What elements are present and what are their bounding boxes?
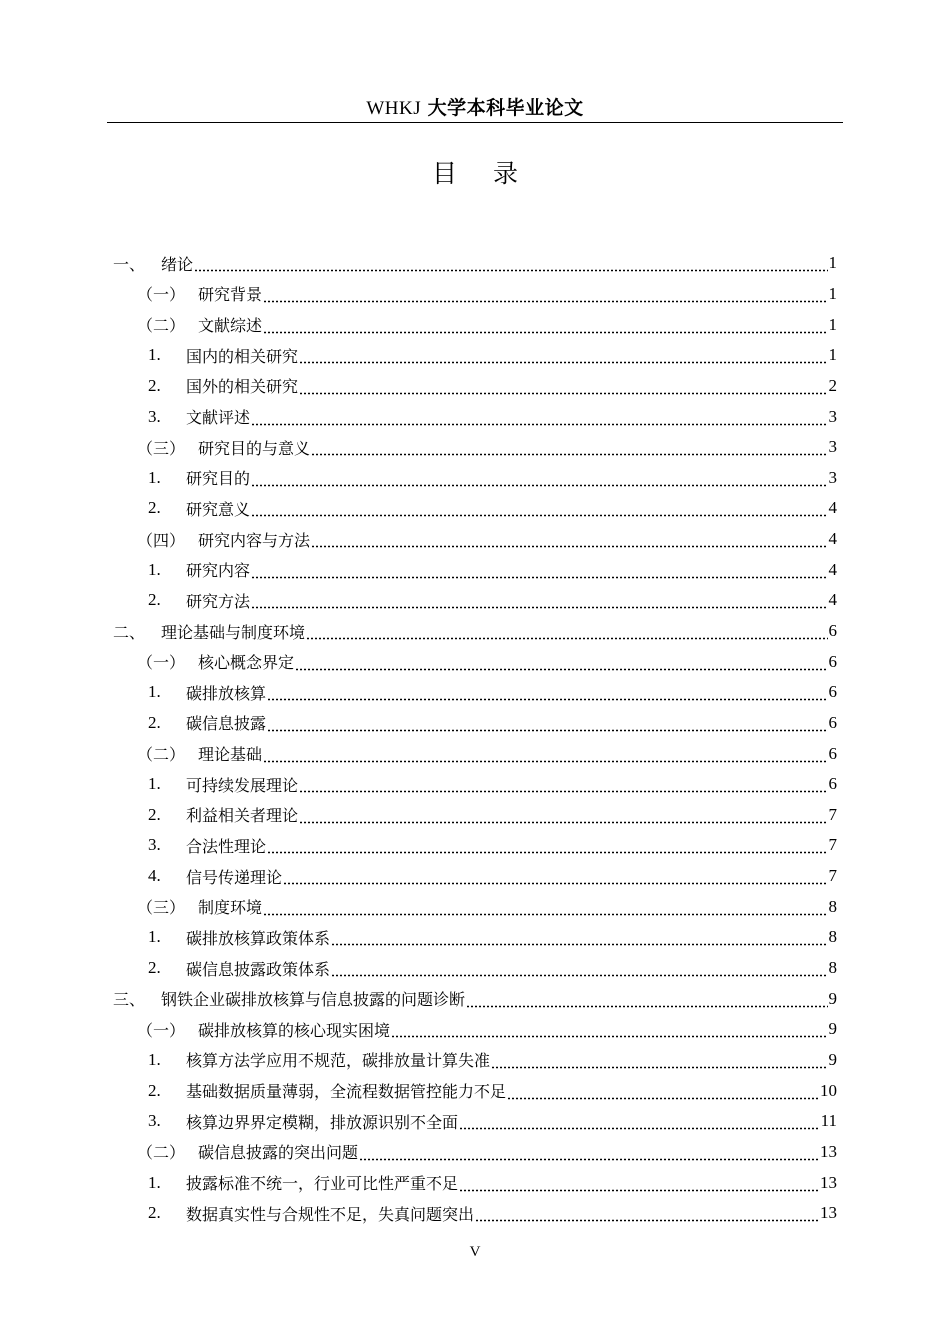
toc-entry-label: 绪论 <box>161 254 194 274</box>
toc-entry-page: 3 <box>828 406 837 426</box>
toc-entry[interactable] <box>113 800 837 831</box>
toc-dot-leader <box>306 630 827 640</box>
toc-entry-page: 8 <box>828 958 837 978</box>
toc-entry-number: 二、 <box>113 622 146 642</box>
toc-dot-leader <box>251 599 827 609</box>
toc-entry[interactable] <box>113 309 837 340</box>
toc-dot-leader <box>459 1182 819 1192</box>
toc-entry[interactable] <box>113 371 837 402</box>
toc-entry-number: 2. <box>148 498 161 518</box>
toc-entry-number: 1. <box>148 1172 161 1192</box>
toc-entry[interactable] <box>113 983 837 1014</box>
toc-entry-page: 4 <box>828 498 837 518</box>
toc-entry-number: 2. <box>148 375 161 395</box>
toc-entry-page: 8 <box>828 927 837 947</box>
toc-dot-leader <box>311 446 827 456</box>
toc-dot-leader <box>295 661 827 671</box>
toc-entry-page: 4 <box>828 590 837 610</box>
toc-entry-number: （二） <box>137 316 186 336</box>
toc-dot-leader <box>251 507 827 517</box>
toc-entry[interactable] <box>113 1014 837 1045</box>
toc-entry[interactable] <box>113 1075 837 1106</box>
toc-entry[interactable] <box>113 432 837 463</box>
toc-dot-leader <box>331 967 827 977</box>
toc-entry-label: 研究目的与意义 <box>198 438 311 458</box>
toc-entry-label: 利益相关者理论 <box>186 806 299 826</box>
toc-entry-number: 一、 <box>113 254 146 274</box>
toc-entry[interactable] <box>113 248 837 279</box>
toc-dot-leader <box>299 783 827 793</box>
toc-title: 目 录 <box>432 159 532 188</box>
toc-dot-leader <box>466 998 827 1008</box>
toc-entry-number: （三） <box>137 898 186 918</box>
toc-entry-page: 13 <box>820 1203 837 1223</box>
toc-entry-number: 1. <box>148 774 161 794</box>
toc-entry-label: 碳信息披露的突出问题 <box>198 1143 359 1163</box>
toc-entry[interactable] <box>113 554 837 585</box>
toc-entry[interactable] <box>113 891 837 922</box>
toc-entry-number: 2. <box>148 712 161 732</box>
toc-entry-number: 3. <box>148 406 161 426</box>
toc-dot-leader <box>299 354 827 364</box>
toc-entry-number: 1. <box>148 559 161 579</box>
toc-entry-number: 1. <box>148 345 161 365</box>
header-school-code: WHKJ <box>366 98 422 119</box>
toc-entry-page: 8 <box>828 896 837 916</box>
toc-entry-page: 1 <box>828 283 837 303</box>
toc-entry[interactable] <box>113 953 837 984</box>
toc-entry-label: 研究背景 <box>198 285 263 305</box>
toc-entry-label: 碳信息披露 <box>186 714 267 734</box>
toc-dot-leader <box>251 569 827 579</box>
toc-entry-label: 研究方法 <box>186 591 251 611</box>
toc-entry-page: 9 <box>828 1049 837 1069</box>
toc-entry-label: 碳排放核算的核心现实困境 <box>198 1020 391 1040</box>
toc-entry-page: 7 <box>828 866 837 886</box>
toc-entry-page: 7 <box>828 835 837 855</box>
toc-entry-label: 数据真实性与合规性不足，失真问题突出 <box>186 1204 475 1224</box>
toc-dot-leader <box>507 1090 819 1100</box>
toc-entry[interactable] <box>113 922 837 953</box>
toc-entry-number: 4. <box>148 866 161 886</box>
toc-entry[interactable] <box>113 769 837 800</box>
toc-entry-number: 3. <box>148 835 161 855</box>
toc-entry-label: 国内的相关研究 <box>186 346 299 366</box>
toc-entry[interactable] <box>113 524 837 555</box>
toc-entry[interactable] <box>113 279 837 310</box>
toc-entry[interactable] <box>113 708 837 739</box>
toc-entry-page: 13 <box>820 1141 837 1161</box>
toc-dot-leader <box>267 844 827 854</box>
page-header <box>107 96 843 121</box>
toc-entry-label: 核算方法学应用不规范，碳排放量计算失准 <box>186 1051 491 1071</box>
toc-dot-leader <box>299 385 827 395</box>
toc-entry-number: 3. <box>148 1111 161 1131</box>
toc-dot-leader <box>331 936 827 946</box>
toc-entry-label: 信号传递理论 <box>186 867 283 887</box>
toc-entry[interactable] <box>113 738 837 769</box>
toc-entry[interactable] <box>113 462 837 493</box>
toc-entry-page: 13 <box>820 1172 837 1192</box>
toc-dot-leader <box>251 416 827 426</box>
toc-entry-page: 9 <box>828 1019 837 1039</box>
toc-entry-label: 碳排放核算 <box>186 683 267 703</box>
toc-dot-leader <box>311 538 827 548</box>
toc-entry-label: 披露标准不统一，行业可比性严重不足 <box>186 1174 459 1194</box>
toc-dot-leader <box>475 1212 819 1222</box>
toc-entry-label: 文献综述 <box>198 316 263 336</box>
toc-entry[interactable] <box>113 1106 837 1137</box>
toc-dot-leader <box>491 1059 827 1069</box>
toc-entry-page: 1 <box>828 345 837 365</box>
toc-entry-page: 11 <box>820 1111 837 1131</box>
toc-entry-label: 钢铁企业碳排放核算与信息披露的问题诊断 <box>161 990 466 1010</box>
toc-dot-leader <box>267 691 827 701</box>
toc-entry-number: 1. <box>148 1049 161 1069</box>
toc-entry-page: 9 <box>828 988 837 1008</box>
toc-entry-label: 研究目的 <box>186 469 251 489</box>
toc-entry-number: 三、 <box>113 990 146 1010</box>
toc-entry-page: 6 <box>828 651 837 671</box>
toc-dot-leader <box>251 477 827 487</box>
toc-entry-label: 理论基础 <box>198 745 263 765</box>
toc-entry-page: 4 <box>828 559 837 579</box>
toc-entry-page: 6 <box>828 774 837 794</box>
toc-entry-page: 1 <box>828 253 837 273</box>
toc-entry-page: 4 <box>828 529 837 549</box>
toc-entry-label: 核算边界界定模糊，排放源识别不全面 <box>186 1112 459 1132</box>
toc-entry[interactable] <box>113 340 837 371</box>
toc-entry[interactable] <box>113 401 837 432</box>
toc-entry[interactable] <box>113 861 837 892</box>
toc-entry[interactable] <box>113 616 837 647</box>
toc-dot-leader <box>194 262 827 272</box>
toc-entry-label: 文献评述 <box>186 408 251 428</box>
toc-entry-number: 2. <box>148 590 161 610</box>
toc-entry-page: 6 <box>828 712 837 732</box>
toc-entry-label: 研究内容 <box>186 561 251 581</box>
toc-dot-leader <box>263 906 827 916</box>
toc-entry-page: 1 <box>828 314 837 334</box>
toc-entry[interactable] <box>113 1198 837 1229</box>
toc-entry-number: （一） <box>137 1020 186 1040</box>
toc-entry-number: 2. <box>148 1080 161 1100</box>
toc-entry-number: （一） <box>137 285 186 305</box>
toc-entry-label: 理论基础与制度环境 <box>161 622 306 642</box>
table-of-contents <box>113 248 837 1229</box>
toc-entry-label: 制度环境 <box>198 898 263 918</box>
toc-entry-label: 碳信息披露政策体系 <box>186 959 331 979</box>
toc-entry-number: 1. <box>148 682 161 702</box>
toc-entry[interactable] <box>113 1167 837 1198</box>
toc-entry[interactable] <box>113 830 837 861</box>
toc-entry[interactable] <box>113 677 837 708</box>
toc-dot-leader <box>263 753 827 763</box>
toc-entry-page: 10 <box>820 1080 837 1100</box>
toc-dot-leader <box>283 875 827 885</box>
toc-entry-page: 3 <box>828 437 837 457</box>
toc-dot-leader <box>263 293 827 303</box>
header-divider <box>107 122 843 123</box>
toc-entry[interactable] <box>113 493 837 524</box>
toc-entry[interactable] <box>113 1137 837 1168</box>
page-number: V <box>469 1244 481 1260</box>
toc-entry[interactable] <box>113 646 837 677</box>
toc-entry-page: 6 <box>828 682 837 702</box>
toc-entry-label: 合法性理论 <box>186 836 267 856</box>
toc-entry-page: 7 <box>828 804 837 824</box>
toc-entry-page: 6 <box>828 621 837 640</box>
toc-dot-leader <box>299 814 827 824</box>
toc-entry-number: 1. <box>148 467 161 487</box>
toc-entry-label: 核心概念界定 <box>198 653 295 673</box>
toc-entry-page: 6 <box>828 743 837 763</box>
toc-dot-leader <box>359 1151 819 1161</box>
header-document-type: 大学本科毕业论文 <box>427 97 584 119</box>
toc-entry-number: （四） <box>137 530 186 550</box>
toc-entry-label: 碳排放核算政策体系 <box>186 928 331 948</box>
toc-entry-page: 3 <box>828 467 837 487</box>
toc-entry-number: 2. <box>148 804 161 824</box>
toc-entry-label: 国外的相关研究 <box>186 377 299 397</box>
toc-entry-number: （一） <box>137 653 186 673</box>
toc-entry-number: （三） <box>137 438 186 458</box>
toc-entry-label: 研究内容与方法 <box>198 530 311 550</box>
toc-dot-leader <box>267 722 827 732</box>
toc-dot-leader <box>391 1028 827 1038</box>
toc-dot-leader <box>459 1120 820 1130</box>
toc-entry[interactable] <box>113 1045 837 1076</box>
toc-entry-label: 基础数据质量薄弱，全流程数据管控能力不足 <box>186 1082 507 1102</box>
toc-dot-leader <box>263 324 827 334</box>
toc-entry-number: （二） <box>137 745 186 765</box>
toc-entry-number: 2. <box>148 1203 161 1223</box>
toc-entry[interactable] <box>113 585 837 616</box>
toc-entry-label: 可持续发展理论 <box>186 775 299 795</box>
toc-entry-number: （二） <box>137 1143 186 1163</box>
toc-entry-number: 1. <box>148 927 161 947</box>
toc-entry-number: 2. <box>148 958 161 978</box>
toc-entry-page: 2 <box>828 375 837 395</box>
toc-entry-label: 研究意义 <box>186 499 251 519</box>
